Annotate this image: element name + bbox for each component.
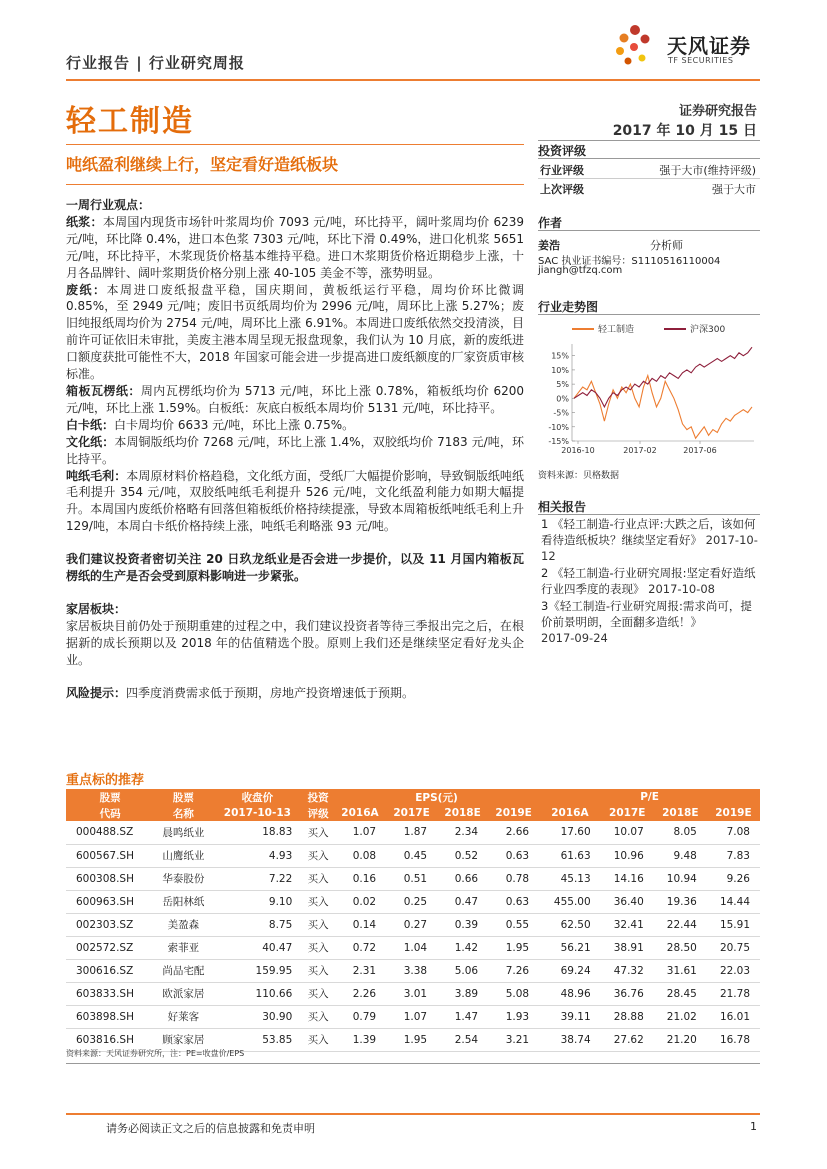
cell-code: 300616.SZ bbox=[66, 959, 154, 982]
table-row bbox=[66, 1005, 760, 1028]
box-keyword: 箱板瓦楞纸： bbox=[66, 383, 141, 398]
profit-paragraph bbox=[66, 468, 524, 536]
author-role: 分析师 bbox=[650, 239, 683, 252]
author-sac: SAC 执业证书编号：S1110516110004 bbox=[538, 256, 721, 267]
th-eps-2017: 2017E bbox=[386, 805, 437, 821]
cell-rating: 买入 bbox=[302, 959, 334, 982]
cell-price: 53.85 bbox=[212, 1028, 302, 1051]
cell-code: 000488.SZ bbox=[66, 821, 154, 844]
cell-eps-1: 0.25 bbox=[386, 890, 437, 913]
waste-text: 本周进口废纸报盘平稳，国庆期间，黄板纸运行平稳，周均价环比微调 0.85%，至 2949 元/吨；废旧书页纸周均价为 2996 元/吨，周环比上涨 5.27%；废旧纯报纸周均价为 2754 元/吨，周环比上涨 6.91%。本周进口废纸依然交投清淡，目前许可证依旧未审批，美废主港本周呈现无报盘现象，我们认为 10 月底，新的废纸进口额度获批可能性不大，2018 年国家可能会进一步提高进口废纸额度的厂家资质审核标准。 bbox=[66, 282, 524, 382]
logo-icon bbox=[610, 20, 660, 70]
industry-rating-value: 强于大市(维持评级) bbox=[659, 164, 756, 177]
box-paragraph bbox=[66, 383, 524, 417]
related-item-date: 2017-09-24 bbox=[541, 631, 608, 645]
headline-divider-top bbox=[66, 144, 524, 145]
header-divider bbox=[66, 79, 760, 81]
cell-pe-3: 9.26 bbox=[707, 867, 760, 890]
related-item-2[interactable] bbox=[541, 565, 761, 597]
risk-text: 四季度消费需求低于预期，房地产投资增速低于预期。 bbox=[126, 685, 415, 700]
box-text: 周内瓦楞纸均价为 5713 元/吨，环比上涨 0.78%，箱板纸均价 6200 元/吨，环比上涨 1.59%。白板纸：灰底白板纸本周均价 5131 元/吨，环比持平。 bbox=[66, 383, 524, 415]
cell-name: 岳阳林纸 bbox=[154, 890, 212, 913]
cell-pe-0: 38.74 bbox=[539, 1028, 601, 1051]
th-price-date: 2017-10-13 bbox=[212, 805, 302, 821]
cell-pe-1: 28.88 bbox=[601, 1005, 654, 1028]
cell-price: 40.47 bbox=[212, 936, 302, 959]
cell-eps-2: 1.47 bbox=[437, 1005, 488, 1028]
related-item-text: 2 《轻工制造-行业研究周报:坚定看好造纸行业四季度的表现》 bbox=[541, 566, 756, 596]
cell-price: 30.90 bbox=[212, 1005, 302, 1028]
th-pe-2019: 2019E bbox=[707, 805, 760, 821]
cell-pe-3: 21.78 bbox=[707, 982, 760, 1005]
pulp-paragraph bbox=[66, 214, 524, 282]
cell-price: 110.66 bbox=[212, 982, 302, 1005]
cell-pe-2: 8.05 bbox=[654, 821, 707, 844]
table-row bbox=[66, 821, 760, 844]
cell-eps-3: 0.63 bbox=[488, 890, 539, 913]
series-line bbox=[574, 347, 752, 407]
pulp-keyword: 纸浆： bbox=[66, 214, 103, 229]
th-code-2: 代码 bbox=[66, 805, 154, 821]
cell-eps-3: 2.66 bbox=[488, 821, 539, 844]
cell-pe-1: 27.62 bbox=[601, 1028, 654, 1051]
th-name: 股票 bbox=[154, 789, 212, 805]
table-row bbox=[66, 959, 760, 982]
rating-title: 投资评级 bbox=[538, 144, 587, 158]
cell-eps-3: 3.21 bbox=[488, 1028, 539, 1051]
cell-eps-2: 2.54 bbox=[437, 1028, 488, 1051]
culture-keyword: 文化纸： bbox=[66, 434, 115, 449]
cell-pe-0: 56.21 bbox=[539, 936, 601, 959]
cell-rating: 买入 bbox=[302, 936, 334, 959]
cell-pe-0: 39.11 bbox=[539, 1005, 601, 1028]
cell-code: 603898.SH bbox=[66, 1005, 154, 1028]
cell-code: 600308.SH bbox=[66, 867, 154, 890]
th-pe-2018: 2018E bbox=[654, 805, 707, 821]
cell-eps-0: 0.02 bbox=[334, 890, 386, 913]
cell-pe-2: 22.44 bbox=[654, 913, 707, 936]
waste-keyword: 废纸： bbox=[66, 282, 107, 297]
cell-eps-2: 3.89 bbox=[437, 982, 488, 1005]
cell-name: 美盈森 bbox=[154, 913, 212, 936]
th-name-2: 名称 bbox=[154, 805, 212, 821]
cell-pe-2: 28.50 bbox=[654, 936, 707, 959]
author-name: 姜浩 bbox=[538, 239, 560, 252]
cell-pe-0: 45.13 bbox=[539, 867, 601, 890]
y-tick-label: -10% bbox=[548, 422, 569, 432]
cell-pe-3: 15.91 bbox=[707, 913, 760, 936]
cell-eps-3: 1.95 bbox=[488, 936, 539, 959]
table-row bbox=[66, 844, 760, 867]
cell-eps-2: 0.52 bbox=[437, 844, 488, 867]
cell-code: 002572.SZ bbox=[66, 936, 154, 959]
cell-pe-0: 48.96 bbox=[539, 982, 601, 1005]
table-row bbox=[66, 867, 760, 890]
card-text: 白卡周均价 6633 元/吨，环比上涨 0.75%。 bbox=[114, 417, 355, 432]
th-rating-2: 评级 bbox=[302, 805, 334, 821]
cell-pe-3: 7.08 bbox=[707, 821, 760, 844]
profit-text: 本周原材料价格趋稳，文化纸方面，受纸厂大幅提价影响，导致铜版纸吨纸毛利提升 354 元/吨，双胶纸吨纸毛利提升 526 元/吨，文化纸盈利能力如期大幅提升。本周国内废纸价格略有回落但箱板纸价格持续提涨，导致本周箱板纸吨纸毛利上升 129/吨，本周白卡纸价格持续上涨，吨纸毛利略涨 93 元/吨。 bbox=[66, 468, 524, 534]
cell-eps-3: 0.63 bbox=[488, 844, 539, 867]
cell-name: 顾家家居 bbox=[154, 1028, 212, 1051]
cell-pe-2: 19.36 bbox=[654, 890, 707, 913]
th-price: 收盘价 bbox=[212, 789, 302, 805]
headline: 吨纸盈利继续上行，坚定看好造纸板块 bbox=[66, 155, 339, 174]
cell-name: 山鹰纸业 bbox=[154, 844, 212, 867]
cell-eps-2: 0.47 bbox=[437, 890, 488, 913]
chart-title: 行业走势图 bbox=[538, 300, 599, 314]
cell-pe-0: 62.50 bbox=[539, 913, 601, 936]
profit-keyword: 吨纸毛利： bbox=[66, 468, 127, 483]
cell-pe-1: 10.96 bbox=[601, 844, 654, 867]
card-keyword: 白卡纸： bbox=[66, 417, 115, 432]
risk-paragraph bbox=[66, 685, 524, 702]
cell-eps-0: 0.16 bbox=[334, 867, 386, 890]
cell-pe-3: 20.75 bbox=[707, 936, 760, 959]
related-item-1[interactable] bbox=[541, 516, 761, 564]
footer-disclaimer[interactable]: 请务必阅读正文之后的信息披露和免责申明 bbox=[106, 1122, 315, 1135]
cell-pe-3: 16.01 bbox=[707, 1005, 760, 1028]
cell-rating: 买入 bbox=[302, 821, 334, 844]
cell-name: 好莱客 bbox=[154, 1005, 212, 1028]
prev-rating-label: 上次评级 bbox=[540, 183, 584, 196]
industry-rating-label: 行业评级 bbox=[540, 164, 584, 177]
cell-eps-1: 0.27 bbox=[386, 913, 437, 936]
industry-trend-chart bbox=[538, 316, 760, 466]
th-eps: EPS(元) bbox=[334, 789, 539, 805]
cell-eps-3: 5.08 bbox=[488, 982, 539, 1005]
cell-eps-0: 1.07 bbox=[334, 821, 386, 844]
table-title: 重点标的推荐 bbox=[66, 773, 145, 788]
cell-eps-0: 1.39 bbox=[334, 1028, 386, 1051]
y-tick-label: 15% bbox=[551, 351, 569, 361]
cell-pe-3: 7.83 bbox=[707, 844, 760, 867]
th-rating: 投资 bbox=[302, 789, 334, 805]
cell-pe-1: 36.76 bbox=[601, 982, 654, 1005]
related-item-date: 2017-10-08 bbox=[648, 582, 715, 596]
cell-rating: 买入 bbox=[302, 844, 334, 867]
cell-eps-3: 1.93 bbox=[488, 1005, 539, 1028]
waste-paragraph bbox=[66, 282, 524, 383]
x-tick-label: 2017-06 bbox=[683, 446, 717, 455]
trend-chart-svg bbox=[538, 316, 760, 466]
y-tick-label: 0% bbox=[556, 394, 569, 404]
cell-price: 9.10 bbox=[212, 890, 302, 913]
cell-code: 600963.SH bbox=[66, 890, 154, 913]
cell-name: 晨鸣纸业 bbox=[154, 821, 212, 844]
cell-eps-0: 0.79 bbox=[334, 1005, 386, 1028]
cell-name: 欧派家居 bbox=[154, 982, 212, 1005]
cell-name: 华泰股份 bbox=[154, 867, 212, 890]
culture-text: 本周铜版纸均价 7268 元/吨，环比上涨 1.4%，双胶纸均价 7183 元/吨，环比持平。 bbox=[66, 434, 524, 466]
report-date: 2017 年 10 月 15 日 bbox=[612, 123, 757, 139]
cell-pe-3: 16.78 bbox=[707, 1028, 760, 1051]
main-body bbox=[66, 197, 524, 701]
sector-title: 轻工制造 bbox=[66, 104, 194, 139]
cell-code: 600567.SH bbox=[66, 844, 154, 867]
cell-code: 603833.SH bbox=[66, 982, 154, 1005]
th-eps-2019: 2019E bbox=[488, 805, 539, 821]
legend-label: 沪深300 bbox=[690, 325, 726, 335]
cell-price: 4.93 bbox=[212, 844, 302, 867]
rating-divider-3 bbox=[538, 178, 760, 179]
author-row bbox=[538, 237, 760, 253]
risk-keyword: 风险提示： bbox=[66, 685, 127, 700]
cell-pe-1: 36.40 bbox=[601, 890, 654, 913]
th-pe-2016: 2016A bbox=[539, 805, 601, 821]
cell-pe-2: 21.02 bbox=[654, 1005, 707, 1028]
cell-pe-1: 32.41 bbox=[601, 913, 654, 936]
cell-price: 18.83 bbox=[212, 821, 302, 844]
cell-name: 索菲亚 bbox=[154, 936, 212, 959]
cell-rating: 买入 bbox=[302, 890, 334, 913]
th-pe-2017: 2017E bbox=[601, 805, 654, 821]
table-row bbox=[66, 890, 760, 913]
cell-eps-1: 1.87 bbox=[386, 821, 437, 844]
cell-pe-0: 455.00 bbox=[539, 890, 601, 913]
cell-rating: 买入 bbox=[302, 982, 334, 1005]
cell-eps-1: 3.01 bbox=[386, 982, 437, 1005]
related-divider bbox=[538, 514, 760, 515]
author-email[interactable]: jiangh@tfzq.com bbox=[538, 265, 623, 276]
cell-pe-1: 10.07 bbox=[601, 821, 654, 844]
cell-pe-2: 31.61 bbox=[654, 959, 707, 982]
series-line bbox=[574, 376, 752, 439]
cell-eps-2: 0.39 bbox=[437, 913, 488, 936]
cell-price: 8.75 bbox=[212, 913, 302, 936]
culture-paragraph bbox=[66, 434, 524, 468]
cell-pe-3: 14.44 bbox=[707, 890, 760, 913]
cell-rating: 买入 bbox=[302, 913, 334, 936]
home-title: 家居板块： bbox=[66, 601, 127, 616]
cell-pe-2: 9.48 bbox=[654, 844, 707, 867]
page-number: 1 bbox=[750, 1120, 757, 1133]
legend-label: 轻工制造 bbox=[598, 325, 635, 335]
cell-price: 7.22 bbox=[212, 867, 302, 890]
chart-source: 资料来源：贝格数据 bbox=[538, 471, 620, 481]
pulp-text: 本周国内现货市场针叶浆周均价 7093 元/吨，环比持平，阔叶浆周均价 6239 元/吨，环比降 0.4%，进口本色浆 7303 元/吨，环比下滑 0.49%，进口化机浆 5651 元/吨，环比持平，木浆现货价格基本维持平稳。进口木浆期货价格近期稳步上涨，十月各品牌针、阔叶浆期货价格分别上涨 40-105 美金不等，涨势明显。 bbox=[66, 214, 524, 280]
cell-pe-2: 21.20 bbox=[654, 1028, 707, 1051]
table-row bbox=[66, 913, 760, 936]
y-tick-label: -5% bbox=[553, 408, 569, 418]
cell-eps-2: 0.66 bbox=[437, 867, 488, 890]
home-text: 家居板块目前仍处于预期重建的过程之中，我们建议投资者等待三季报出完之后，在根据新的成长预期以及 2018 年的估值精选个股。原则上我们还是继续坚定看好龙头企业。 bbox=[66, 618, 524, 667]
related-title: 相关报告 bbox=[538, 500, 587, 514]
headline-divider-bottom bbox=[66, 184, 524, 185]
related-item-3[interactable] bbox=[541, 598, 761, 646]
cell-pe-2: 28.45 bbox=[654, 982, 707, 1005]
rating-divider-2 bbox=[538, 158, 760, 159]
cell-price: 159.95 bbox=[212, 959, 302, 982]
cell-code: 002303.SZ bbox=[66, 913, 154, 936]
x-tick-label: 2016-10 bbox=[561, 446, 595, 455]
y-tick-label: 5% bbox=[556, 380, 569, 390]
chart-divider bbox=[538, 314, 760, 315]
x-tick-label: 2017-02 bbox=[623, 446, 657, 455]
author-title: 作者 bbox=[538, 216, 563, 230]
cell-eps-0: 2.31 bbox=[334, 959, 386, 982]
report-type: 证券研究报告 bbox=[678, 104, 757, 119]
cell-pe-3: 22.03 bbox=[707, 959, 760, 982]
view-title: 一周行业观点： bbox=[66, 198, 151, 212]
author-divider bbox=[538, 230, 760, 231]
related-item-text: 3《轻工制造-行业研究周报:需求尚可，提价前景明朗，全面翻多造纸！》 bbox=[541, 599, 752, 629]
table-row bbox=[66, 982, 760, 1005]
th-pe: P/E bbox=[539, 789, 760, 805]
cell-rating: 买入 bbox=[302, 1028, 334, 1051]
cell-pe-2: 10.94 bbox=[654, 867, 707, 890]
th-code: 股票 bbox=[66, 789, 154, 805]
cell-eps-3: 0.55 bbox=[488, 913, 539, 936]
cell-pe-1: 14.16 bbox=[601, 867, 654, 890]
prev-rating-value: 强于大市 bbox=[712, 183, 756, 196]
card-paragraph bbox=[66, 417, 524, 434]
rating-divider bbox=[538, 140, 760, 141]
table-bottom-line bbox=[66, 1063, 760, 1064]
table-source: 资料来源：天风证券研究所，注：PE=收盘价/EPS bbox=[66, 1049, 245, 1058]
y-tick-label: 10% bbox=[551, 365, 569, 375]
cell-rating: 买入 bbox=[302, 867, 334, 890]
cell-eps-0: 0.08 bbox=[334, 844, 386, 867]
cell-name: 尚品宅配 bbox=[154, 959, 212, 982]
cell-eps-1: 1.04 bbox=[386, 936, 437, 959]
recommendation-table bbox=[66, 789, 760, 1052]
cell-eps-2: 5.06 bbox=[437, 959, 488, 982]
cell-eps-1: 1.07 bbox=[386, 1005, 437, 1028]
cell-pe-1: 47.32 bbox=[601, 959, 654, 982]
focus-paragraph: 我们建议投资者密切关注 20 日玖龙纸业是否会进一步提价，以及 11 月国内箱板瓦楞纸的生产是否会受到原料影响进一步紧张。 bbox=[66, 552, 524, 584]
footer-divider bbox=[66, 1113, 760, 1115]
related-item-text: 1 《轻工制造-行业点评:大跌之后，该如何看待造纸板块？继续坚定看好》 bbox=[541, 517, 756, 547]
cell-eps-3: 7.26 bbox=[488, 959, 539, 982]
related-item-date: 2017-10-12 bbox=[541, 533, 758, 563]
cell-eps-2: 2.34 bbox=[437, 821, 488, 844]
th-eps-2016: 2016A bbox=[334, 805, 386, 821]
y-tick-label: -15% bbox=[548, 437, 569, 446]
cell-pe-0: 61.63 bbox=[539, 844, 601, 867]
cell-eps-3: 0.78 bbox=[488, 867, 539, 890]
cell-eps-0: 0.14 bbox=[334, 913, 386, 936]
report-category: 行业报告 | 行业研究周报 bbox=[66, 54, 245, 72]
table-row bbox=[66, 936, 760, 959]
cell-code: 603816.SH bbox=[66, 1028, 154, 1051]
cell-eps-1: 3.38 bbox=[386, 959, 437, 982]
cell-eps-2: 1.42 bbox=[437, 936, 488, 959]
cell-eps-0: 0.72 bbox=[334, 936, 386, 959]
cell-pe-0: 69.24 bbox=[539, 959, 601, 982]
th-eps-2018: 2018E bbox=[437, 805, 488, 821]
cell-rating: 买入 bbox=[302, 1005, 334, 1028]
cell-pe-1: 38.91 bbox=[601, 936, 654, 959]
company-logo bbox=[610, 20, 770, 70]
cell-eps-1: 0.51 bbox=[386, 867, 437, 890]
brand-name: 天风证券 bbox=[667, 34, 751, 58]
cell-eps-1: 1.95 bbox=[386, 1028, 437, 1051]
cell-eps-0: 2.26 bbox=[334, 982, 386, 1005]
cell-eps-1: 0.45 bbox=[386, 844, 437, 867]
cell-pe-0: 17.60 bbox=[539, 821, 601, 844]
brand-name-en: TF SECURITIES bbox=[668, 56, 734, 65]
